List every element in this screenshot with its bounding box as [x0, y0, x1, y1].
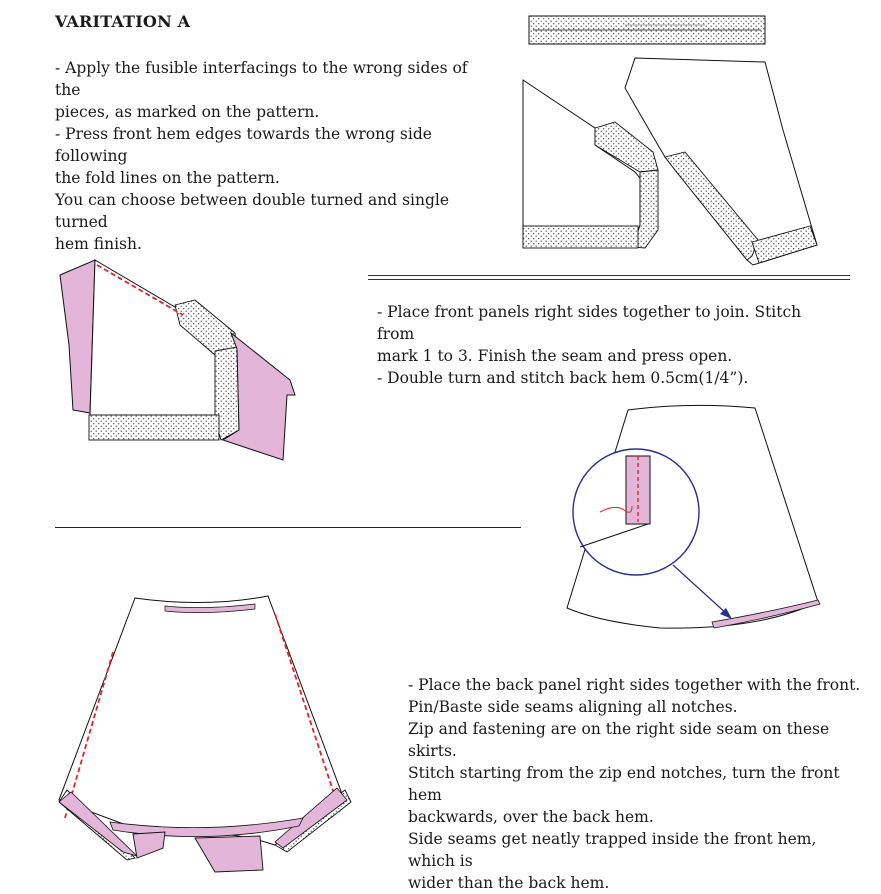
step-press-hem-text: - Press front hem edges towards the wrong side following the fold lines on the pattern. You can choose between double turned and single turned hem finish.	[55, 125, 450, 253]
left-panel-right-side	[60, 260, 95, 413]
pattern-pieces-figure	[515, 10, 835, 272]
skirt-outline	[59, 596, 345, 845]
step-interfacing-text: - Apply the fusible interfacings to the wrong sides of the pieces, as marked on the pattern.	[55, 59, 468, 121]
section-divider-top	[368, 275, 850, 276]
front-panels-joined-figure	[55, 255, 305, 465]
step-join-back-text: - Place the back panel right sides together with the front. Pin/Baste side seams aligning all notches. Zip and fastening are on the right side seam on these skirts. Stitch starting from the zip end notches, turn the front hem backwards, over the back hem. Side seams get neatly trapped inside the front hem, which is wider than the back hem.	[408, 676, 861, 892]
section-divider-top-second	[368, 279, 850, 280]
section-divider-middle	[55, 527, 521, 528]
hem-interfacing	[89, 415, 219, 440]
step-back-hem-text: - Double turn and stitch back hem 0.5cm(1/4”).	[377, 369, 749, 387]
front-left-piece	[523, 80, 640, 247]
step-join-front-text: - Place front panels right sides together to join. Stitch from mark 1 to 3. Finish the seam and press open.	[377, 303, 802, 365]
front-hem-piece-left	[133, 832, 165, 858]
side-seams-figure	[55, 590, 355, 875]
front-hem-piece-right	[195, 836, 263, 872]
front-left-hem-interfacing	[523, 226, 638, 248]
back-panel-hem-figure	[560, 400, 830, 635]
section-title: VARITATION A	[55, 12, 191, 31]
